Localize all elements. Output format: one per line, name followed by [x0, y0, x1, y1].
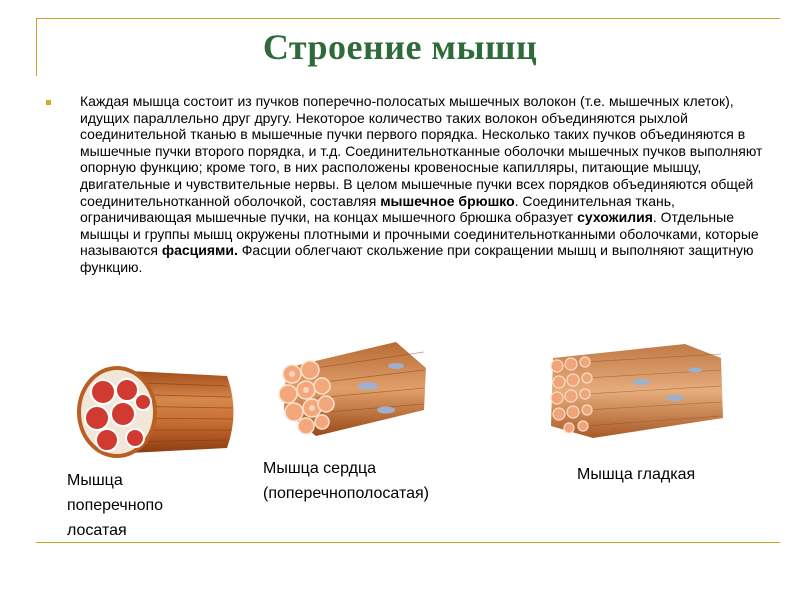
- term-tendons: сухожилия: [577, 209, 653, 226]
- striated-muscle-illustration: [75, 362, 245, 462]
- para-text-4: Фасции облегчают скольжение при сокращении мышц и выполняют защитную функцию.: [80, 242, 754, 275]
- caption-line: Мышца: [67, 472, 123, 489]
- cardiac-muscle-illustration: [276, 338, 428, 438]
- frame-top-line: [36, 18, 780, 19]
- body-paragraph: [80, 93, 765, 276]
- caption-line: поперечнопо: [67, 497, 164, 514]
- caption-smooth-muscle: Мышца гладкая: [577, 466, 696, 483]
- slide-title: Строение мышц: [262, 27, 538, 67]
- caption-line: (поперечнополосатая): [263, 485, 429, 502]
- term-fascia: фасциями.: [161, 242, 238, 259]
- para-text-2: . Соединительная ткань, ограничивающая мышечные пучки, на концах мышечного брюшка образует: [80, 192, 675, 226]
- para-text-1: Каждая мышца состоит из пучков поперечно-полосатых мышечных волокон (т.е. мышечных клеток), идущих параллельно друг другу. Некоторое количество таких волокон объединяются рыхлой соединительной тканью в мышечные пучки первого порядка. Несколько таких пучков объединяются в мышечные пучки второго порядка, и т.д. Соединительнотканные оболочки мышечных пучков выполняют опорную функцию; кроме того, в них расположены кровеносные капилляры, питающие мышцу, двигательные и чувствительные нервы. В целом мышечные пучки всех порядков объединяются общей соединительнотканной оболочкой, составляя: [80, 93, 763, 209]
- caption-striated-muscle: [67, 468, 163, 543]
- bullet-marker: [46, 100, 51, 105]
- para-text-3: . Отдельные мышцы и группы мышц окружены плотными и прочными соединительнотканными оболочками, которые называются: [80, 209, 759, 259]
- smooth-muscle-illustration: [545, 340, 725, 440]
- caption-cardiac-muscle: [263, 456, 429, 506]
- caption-line: лосатая: [67, 522, 127, 539]
- term-muscle-belly: мышечное брюшко: [380, 192, 515, 209]
- caption-line: Мышца сердца: [263, 460, 376, 477]
